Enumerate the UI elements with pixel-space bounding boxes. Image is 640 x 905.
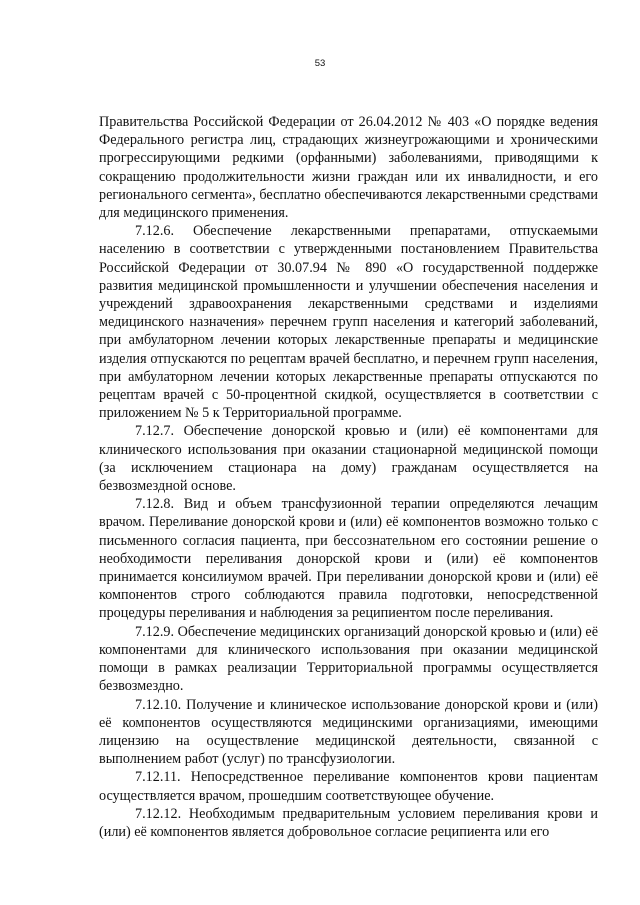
paragraph-7-12-8: 7.12.8. Вид и объем трансфузионной терапии определяются лечащим врачом. Переливание донорской крови и (или) её компонентов возможно только с письменного согласия пациента, при бессознательном его состоянии решение о необходимости переливания донорской крови и (или) её компонентов принимается консилиумом врачей. При переливании донорской крови и (или) её компонентов строго соблюдаются правила подготовки, непосредственной процедуры переливания и наблюдения за реципиентом после переливания.: [99, 496, 598, 622]
paragraph-7-12-6: 7.12.6. Обеспечение лекарственными препаратами, отпускаемыми населению в соответствии с утвержденными постановлением Правительства Российской Федерации от 30.07.94 № 890 «О государственной поддержке развития медицинской промышленности и улучшении обеспечения населения и учреждений здравоохранения лекарственными средствами и изделиями медицинского назначения» перечнем групп населения и категорий заболеваний, при амбулаторном лечении которых лекарственные препараты и медицинские изделия отпускаются по рецептам врачей бесплатно, и перечнем групп населения, при амбулаторном лечении которых лекарственные препараты отпускаются по рецептам врачей с 50-процентной скидкой, осуществляется в соответствии с приложением № 5 к Территориальной программе.: [99, 223, 598, 422]
paragraph-7-12-11: 7.12.11. Непосредственное переливание компонентов крови пациентам осуществляется врачом, прошедшим соответствующее обучение.: [99, 769, 598, 804]
paragraph-7-12-12: 7.12.12. Необходимым предварительным условием переливания крови и (или) её компонентов является добровольное согласие реципиента или его: [99, 805, 598, 840]
page-number: 53: [314, 58, 326, 69]
paragraph-continuation: Правительства Российской Федерации от 26.04.2012 № 403 «О порядке ведения Федерального регистра лиц, страдающих жизнеугрожающими и хроническими прогрессирующими редкими (орфанными) заболеваниями, приводящими к сокращению продолжительности жизни граждан или их инвалидности, и его регионального сегмента», бесплатно обеспечиваются лекарственными средствами для медицинского применения.: [99, 114, 598, 222]
document-body: [99, 113, 598, 841]
paragraph-7-12-7: 7.12.7. Обеспечение донорской кровью и (или) её компонентами для клинического использования при оказании стационарной медицинской помощи (за исключением стационара на дому) гражданам осуществляется на безвозмездной основе.: [99, 423, 598, 495]
paragraph-7-12-10: 7.12.10. Получение и клиническое использование донорской крови и (или) её компонентов осуществляются медицинскими организациями, имеющими лицензию на осуществление медицинской деятельности, связанной с выполнением работ (услуг) по трансфузиологии.: [99, 696, 598, 768]
paragraph-7-12-9: 7.12.9. Обеспечение медицинских организаций донорской кровью и (или) её компонентами для клинического использования при оказании медицинской помощи в рамках реализации Территориальной программы осуществляется безвозмездно.: [99, 623, 598, 695]
